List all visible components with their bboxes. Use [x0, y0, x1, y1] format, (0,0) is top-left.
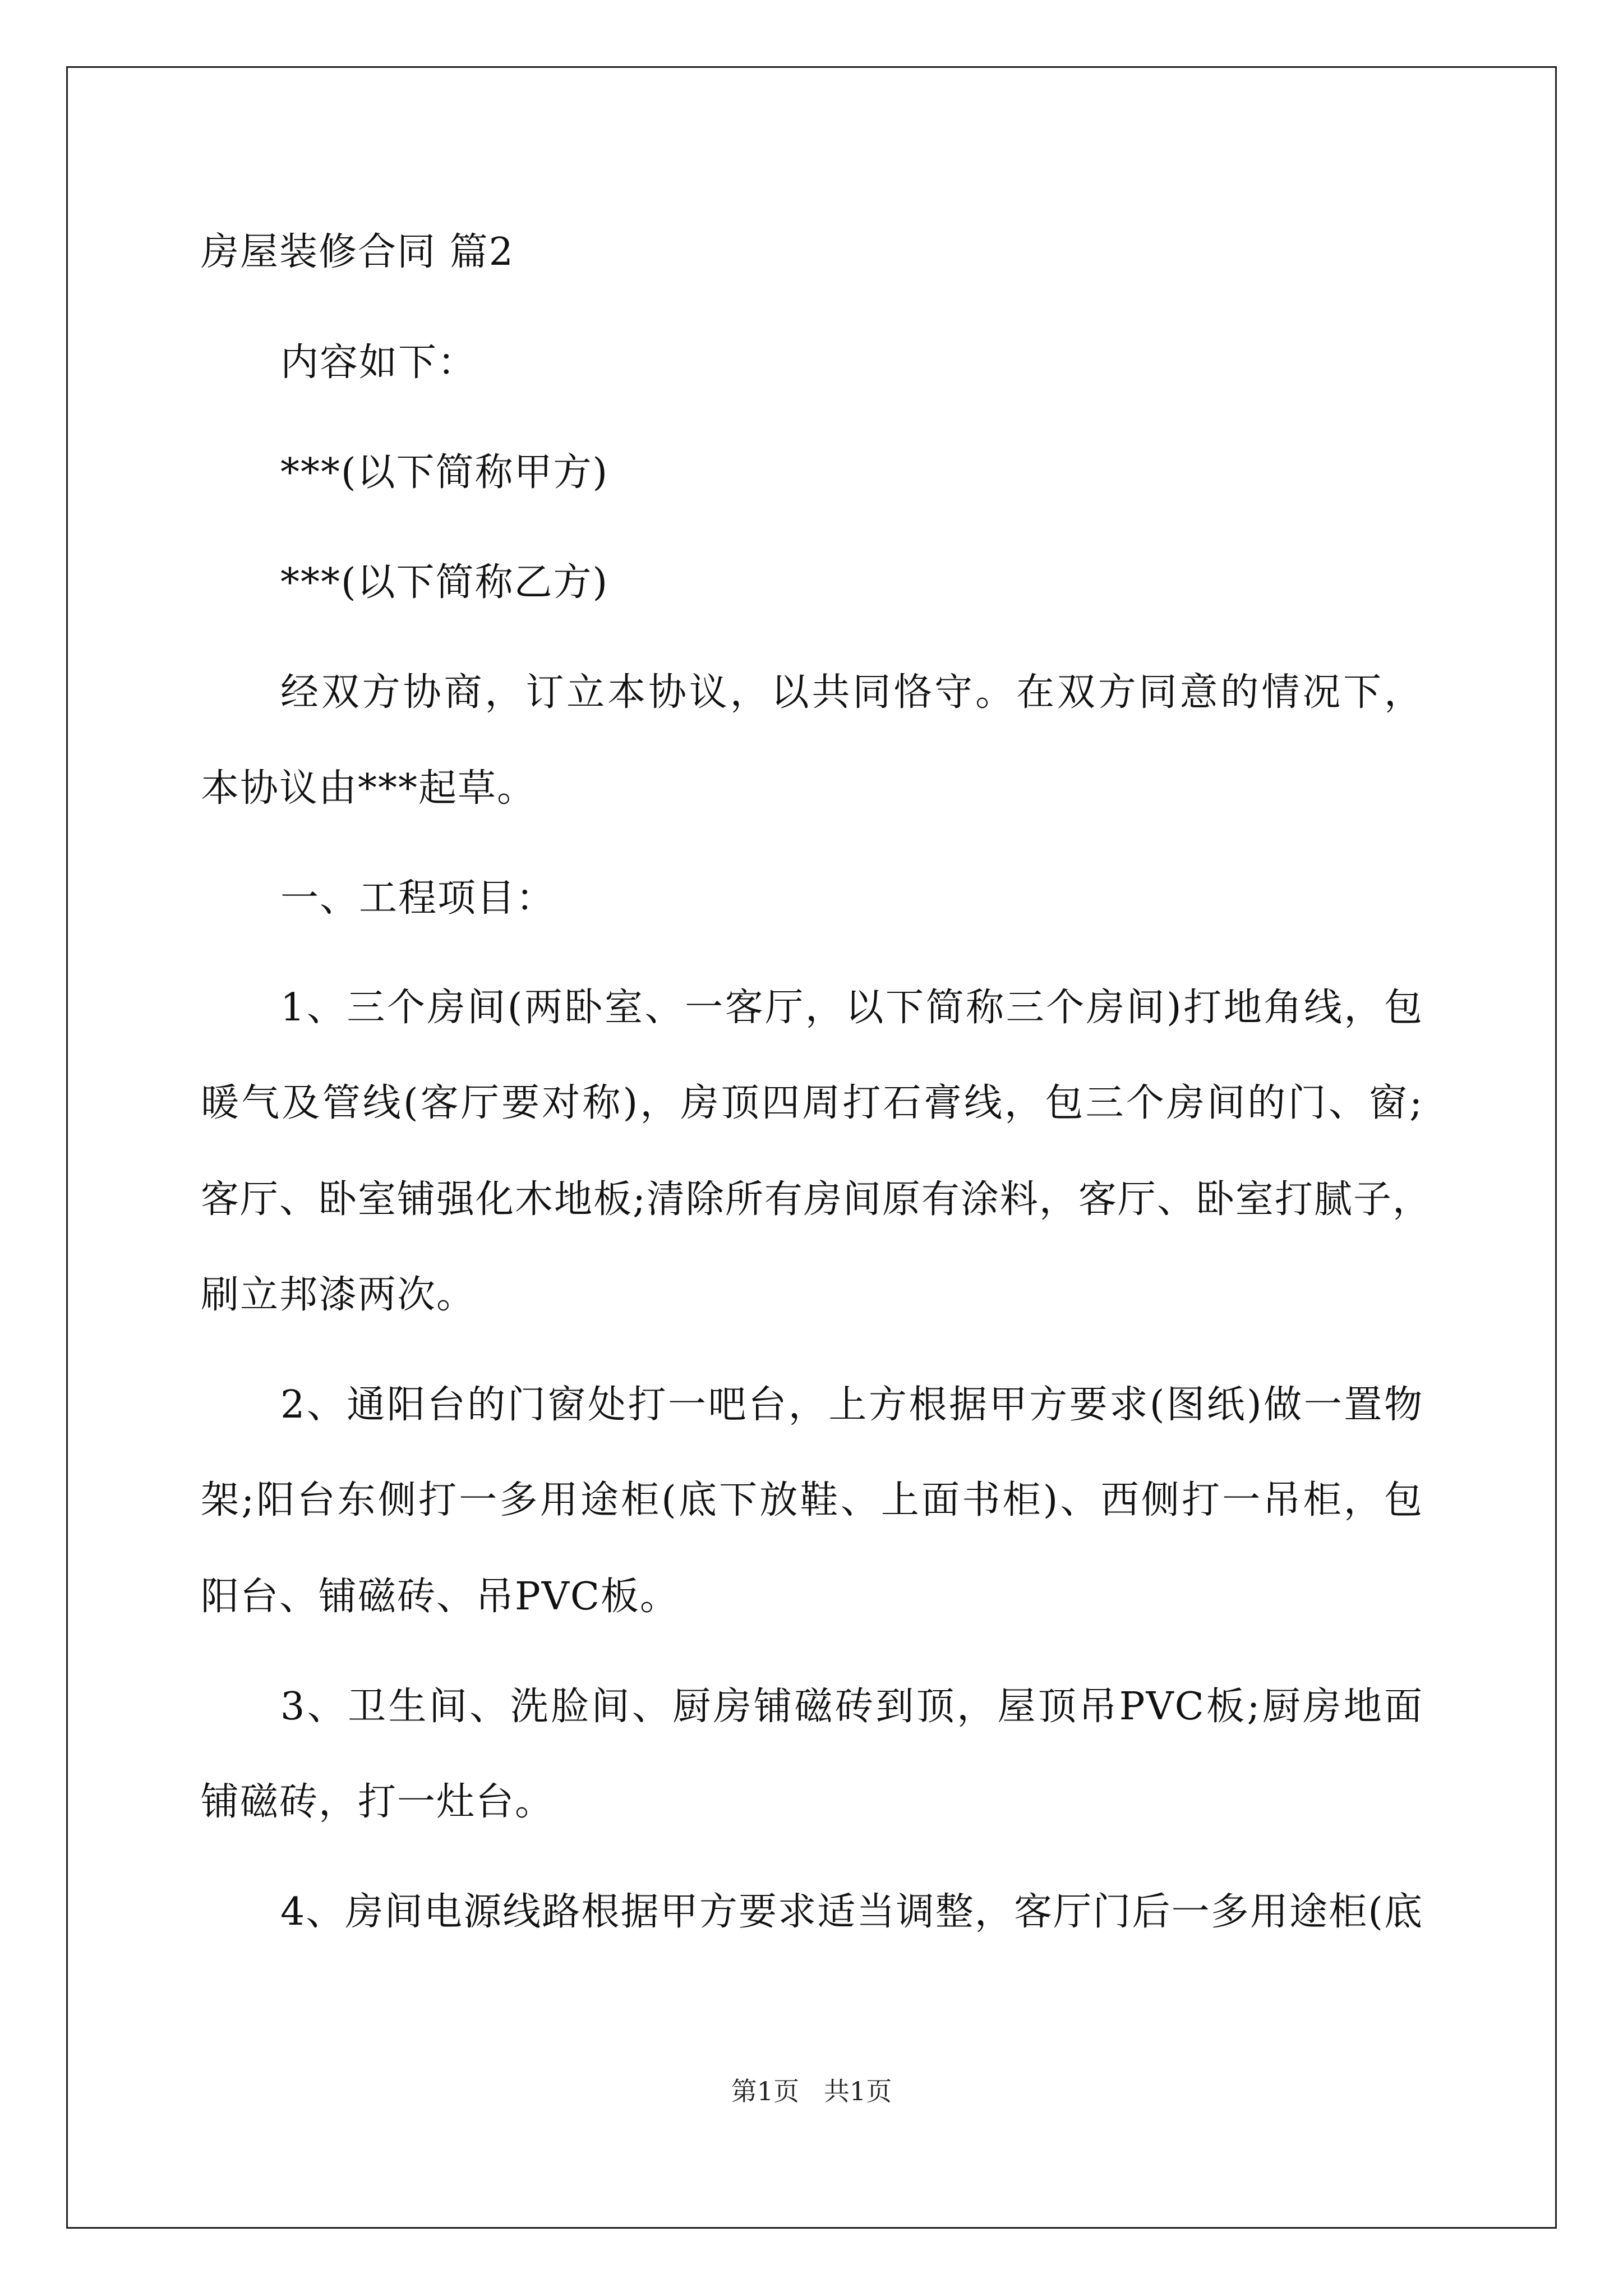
section-heading: 一、工程项目： [280, 876, 556, 921]
item-1-line: 客厅、卧室铺强化木地板;清除所有房间原有涂料，客厅、卧室打腻子， [201, 1177, 1432, 1222]
item-4-line: 4、房间电源线路根据甲方要求适当调整，客厅门后一多用途柜(底 [280, 1890, 1423, 1934]
party-a-line: ***(以下简称甲方) [280, 450, 609, 495]
item-3-line: 铺磁砖，打一灶台。 [201, 1780, 555, 1824]
document-title: 房屋装修合同 篇2 [201, 230, 514, 274]
item-1-line: 暖气及管线(客厅要对称)，房顶四周打石膏线，包三个房间的门、窗; [201, 1081, 1423, 1125]
item-3-line: 3、卫生间、洗脸间、厨房铺磁砖到顶，屋顶吊PVC板;厨房地面 [280, 1685, 1423, 1729]
page-footer: 第1页 共1页 [731, 2076, 892, 2106]
item-2-line: 架;阳台东侧打一多用途柜(底下放鞋、上面书柜)、西侧打一吊柜，包 [201, 1478, 1423, 1522]
party-b-line: ***(以下简称乙方) [280, 560, 609, 605]
agreement-paragraph-line: 经双方协商，订立本协议，以共同恪守。在双方同意的情况下， [280, 670, 1423, 715]
item-2-line: 阳台、铺磁砖、吊PVC板。 [201, 1575, 679, 1619]
item-1-line: 1、三个房间(两卧室、一客厅，以下简称三个房间)打地角线，包 [280, 986, 1423, 1030]
item-1-line: 刷立邦漆两次。 [201, 1273, 476, 1317]
item-2-line: 2、通阳台的门窗处打一吧台，上方根据甲方要求(图纸)做一置物 [280, 1383, 1423, 1427]
agreement-paragraph-line: 本协议由***起草。 [201, 766, 537, 811]
content-intro: 内容如下： [280, 341, 477, 385]
